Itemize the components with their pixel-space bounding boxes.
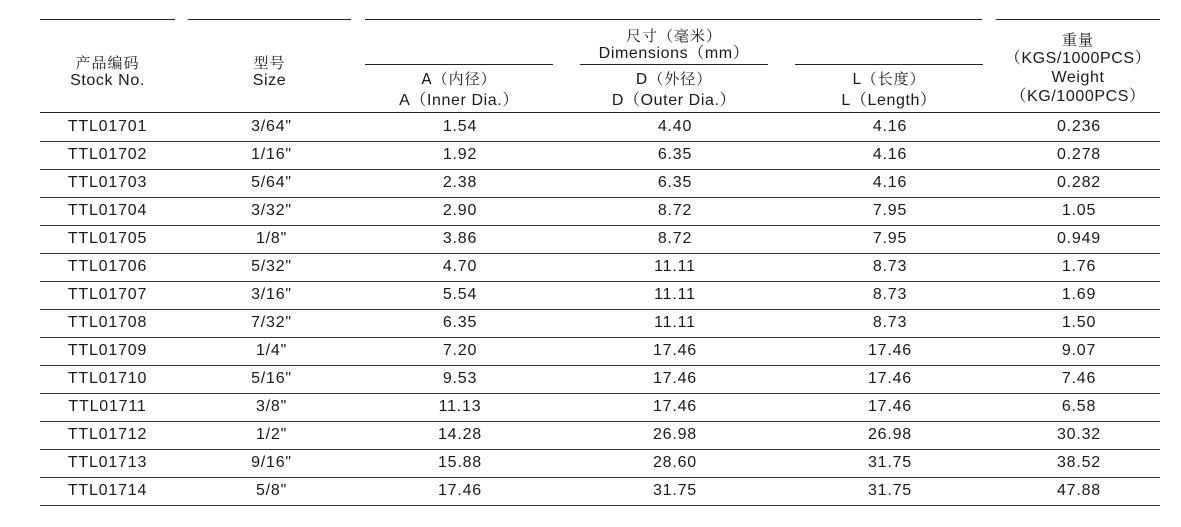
cell-stock: TTL01706 [67,258,148,275]
cell-l: 17.46 [867,398,913,415]
table-row [40,422,1160,450]
header-size-en: Size [252,72,287,89]
cell-l: 8.73 [872,258,908,275]
header-a-cn: A（内径） [421,70,497,88]
subrule-l [795,64,983,65]
cell-a: 2.38 [442,174,478,191]
cell-size: 3/8" [255,398,288,415]
table-row [40,338,1160,366]
cell-stock: TTL01703 [67,174,148,191]
table-row [40,282,1160,310]
cell-weight: 30.32 [1056,426,1102,443]
cell-size: 9/16" [251,454,292,471]
cell-a: 3.86 [442,230,478,247]
cell-weight: 9.07 [1061,342,1097,359]
table-row [40,450,1160,478]
cell-size: 1/16" [251,146,292,163]
cell-weight: 1.69 [1061,286,1097,303]
cell-d: 11.11 [654,258,696,275]
cell-size: 1/8" [255,230,288,247]
header-bottom-rule [40,112,1160,113]
cell-l: 31.75 [867,482,913,499]
subrule-a [365,64,553,65]
cell-stock: TTL01705 [67,230,148,247]
cell-size: 3/64" [251,118,292,135]
top-rule-stock [40,19,175,20]
table-row [40,394,1160,422]
cell-size: 5/16" [251,370,292,387]
cell-a: 2.90 [442,202,478,219]
header-a-en: A（Inner Dia.） [399,92,519,109]
table-row [40,254,1160,282]
top-rule-weight [996,19,1160,20]
cell-d: 31.75 [652,482,698,499]
cell-l: 7.95 [872,230,908,247]
cell-stock: TTL01708 [67,314,148,331]
cell-stock: TTL01707 [67,286,148,303]
cell-stock: TTL01709 [67,342,148,359]
cell-l: 17.46 [867,342,913,359]
cell-a: 7.20 [442,342,478,359]
cell-d: 17.46 [652,342,698,359]
header-weight-en: Weight [1051,69,1105,86]
header-d-en: D（Outer Dia.） [611,92,737,109]
cell-stock: TTL01714 [67,482,148,499]
cell-weight: 47.88 [1056,482,1102,499]
cell-d: 4.40 [657,118,693,135]
cell-weight: 1.05 [1061,202,1097,219]
cell-d: 6.35 [657,174,693,191]
header-size-cn: 型号 [253,54,286,72]
cell-l: 4.16 [872,174,908,191]
cell-d: 6.35 [657,146,693,163]
cell-weight: 1.76 [1061,258,1097,275]
cell-d: 17.46 [652,370,698,387]
cell-weight: 0.236 [1056,118,1102,135]
cell-stock: TTL01704 [67,202,148,219]
cell-a: 4.70 [442,258,478,275]
cell-a: 14.28 [437,426,483,443]
cell-a: 6.35 [442,314,478,331]
cell-weight: 0.949 [1056,230,1102,247]
header-l-en: L（Length） [841,92,937,109]
cell-a: 1.92 [442,146,478,163]
header-weight-unit1: （KGS/1000PCS） [1004,50,1152,67]
top-rule-dimensions [365,19,982,20]
cell-l: 4.16 [872,146,908,163]
cell-d: 8.72 [657,202,693,219]
cell-size: 5/8" [255,482,288,499]
table-row [40,114,1160,142]
cell-stock: TTL01701 [67,118,148,135]
cell-d: 28.60 [652,454,698,471]
cell-stock: TTL01713 [67,454,148,471]
table-row [40,310,1160,338]
cell-size: 5/32" [251,258,292,275]
cell-a: 9.53 [442,370,478,387]
cell-size: 3/32" [251,202,292,219]
header-weight-unit2: （KG/1000PCS） [1010,88,1146,105]
table-row [40,142,1160,170]
cell-weight: 1.50 [1061,314,1097,331]
cell-d: 11.11 [654,286,696,303]
cell-a: 1.54 [442,118,478,135]
cell-a: 5.54 [442,286,478,303]
cell-l: 17.46 [867,370,913,387]
cell-d: 17.46 [652,398,698,415]
cell-size: 5/64" [251,174,292,191]
cell-d: 11.11 [654,314,696,331]
cell-weight: 0.282 [1056,174,1102,191]
cell-size: 3/16" [251,286,292,303]
cell-a: 11.13 [438,398,482,415]
header-stock-cn: 产品编码 [75,54,140,72]
cell-a: 15.88 [437,454,483,471]
header-d-cn: D（外径） [635,70,713,88]
cell-size: 1/4" [255,342,288,359]
header-weight-cn: 重量 [1061,31,1094,49]
table-row [40,226,1160,254]
table-row [40,366,1160,394]
header-dimensions-en: Dimensions（mm） [598,45,750,62]
cell-size: 1/2" [255,426,288,443]
cell-stock: TTL01712 [67,426,148,443]
cell-weight: 7.46 [1061,370,1097,387]
cell-stock: TTL01711 [68,398,147,415]
cell-stock: TTL01710 [67,370,148,387]
table-row [40,170,1160,198]
cell-weight: 0.278 [1056,146,1102,163]
cell-l: 7.95 [872,202,908,219]
subrule-d [580,64,768,65]
cell-d: 26.98 [652,426,698,443]
cell-d: 8.72 [657,230,693,247]
header-l-cn: L（长度） [852,70,926,88]
cell-l: 26.98 [867,426,913,443]
cell-weight: 38.52 [1056,454,1102,471]
cell-l: 4.16 [872,118,908,135]
table-row [40,478,1160,506]
header-dimensions-cn: 尺寸（毫米） [625,27,722,45]
cell-l: 8.73 [872,314,908,331]
cell-l: 8.73 [872,286,908,303]
table-row [40,198,1160,226]
top-rule-size [188,19,351,20]
cell-a: 17.46 [437,482,483,499]
cell-size: 7/32" [251,314,292,331]
cell-weight: 6.58 [1061,398,1097,415]
cell-stock: TTL01702 [67,146,148,163]
cell-l: 31.75 [867,454,913,471]
header-stock-en: Stock No. [70,72,145,89]
